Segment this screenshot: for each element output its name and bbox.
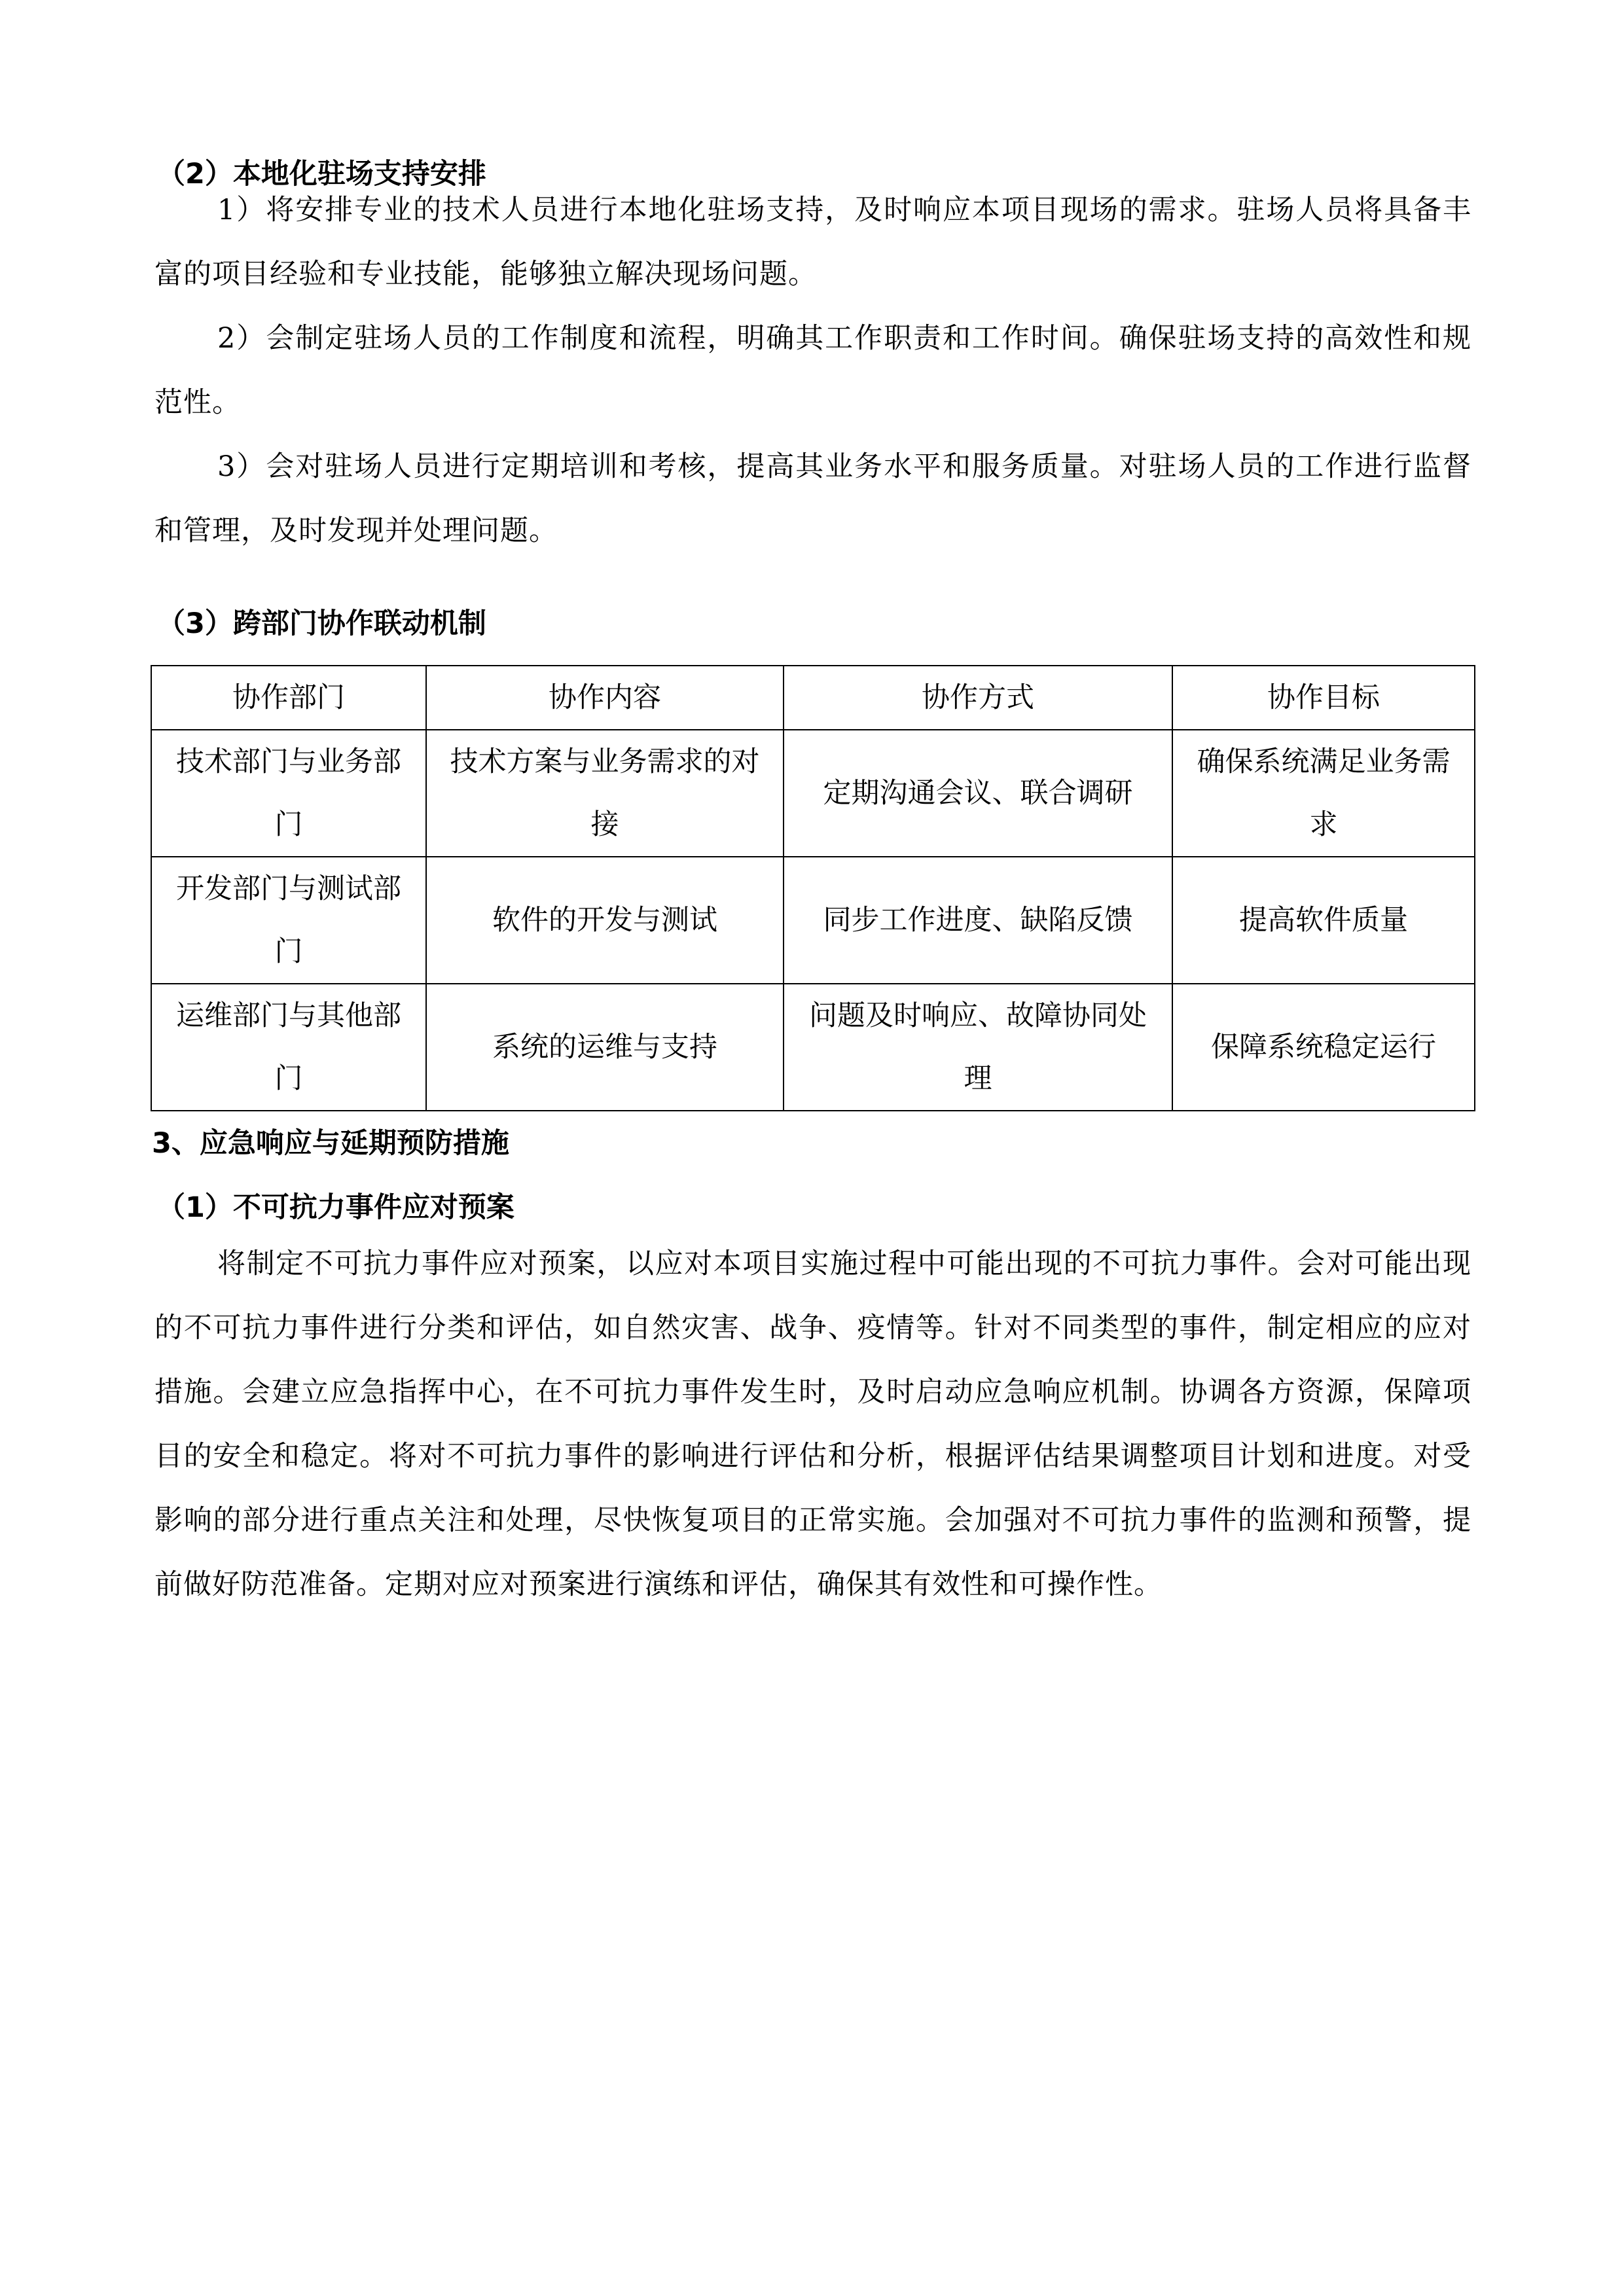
column-header-goal: 协作目标 [1172,666,1475,730]
column-header-content: 协作内容 [426,666,784,730]
table-cell: 定期沟通会议、联合调研 [784,730,1172,857]
table-cell: 软件的开发与测试 [426,857,784,984]
heading-force-majeure: （1）不可抗力事件应对预案 [157,1191,514,1224]
paragraph-force-majeure: 将制定不可抗力事件应对预案，以应对本项目实施过程中可能出现的不可抗力事件。会对可能出现的不可抗力事件进行分类和评估，如自然灾害、战争、疫情等。针对不同类型的事件，制定相应的应对措施。会建立应急指挥中心，在不可抗力事件发生时，及时启动应急响应机制。协调各方资源，保障项目的安全和稳定。将对不可抗力事件的影响进行评估和分析，根据评估结果调整项目计划和进度。对受影响的部分进行重点关注和处理，尽快恢复项目的正常实施。会加强对不可抗力事件的监测和预警，提前做好防范准备。定期对应对预案进行演练和评估，确保其有效性和可操作性。 [154,1247,1471,1601]
heading-local-support: （2）本地化驻场支持安排 [157,158,486,190]
table-cell: 确保系统满足业务需求 [1172,730,1475,857]
table-cell: 问题及时响应、故障协同处理 [784,984,1172,1111]
column-header-dept: 协作部门 [151,666,426,730]
paragraph-support-2: 2）会制定驻场人员的工作制度和流程，明确其工作职责和工作时间。确保驻场支持的高效性和规范性。 [154,322,1471,419]
table-cell: 保障系统稳定运行 [1172,984,1475,1111]
paragraph-support-3: 3）会对驻场人员进行定期培训和考核，提高其业务水平和服务质量。对驻场人员的工作进行监督和管理，及时发现并处理问题。 [154,450,1471,547]
table-cell: 技术部门与业务部门 [151,730,426,857]
column-header-method: 协作方式 [784,666,1172,730]
heading-emergency: 3、应急响应与延期预防措施 [152,1127,509,1160]
heading-cross-dept: （3）跨部门协作联动机制 [157,607,486,640]
table-cell: 提高软件质量 [1172,857,1475,984]
table-cell: 开发部门与测试部门 [151,857,426,984]
paragraph-support-1: 1）将安排专业的技术人员进行本地化驻场支持，及时响应本项目现场的需求。驻场人员将具备丰富的项目经验和专业技能，能够独立解决现场问题。 [154,194,1471,291]
table-row [151,857,1475,984]
table-cell: 同步工作进度、缺陷反馈 [784,857,1172,984]
collaboration-table [151,665,1475,1111]
table-header-row [151,666,1475,730]
table-cell: 运维部门与其他部门 [151,984,426,1111]
table-row [151,984,1475,1111]
table-row [151,730,1475,857]
table-cell: 系统的运维与支持 [426,984,784,1111]
table-cell: 技术方案与业务需求的对接 [426,730,784,857]
